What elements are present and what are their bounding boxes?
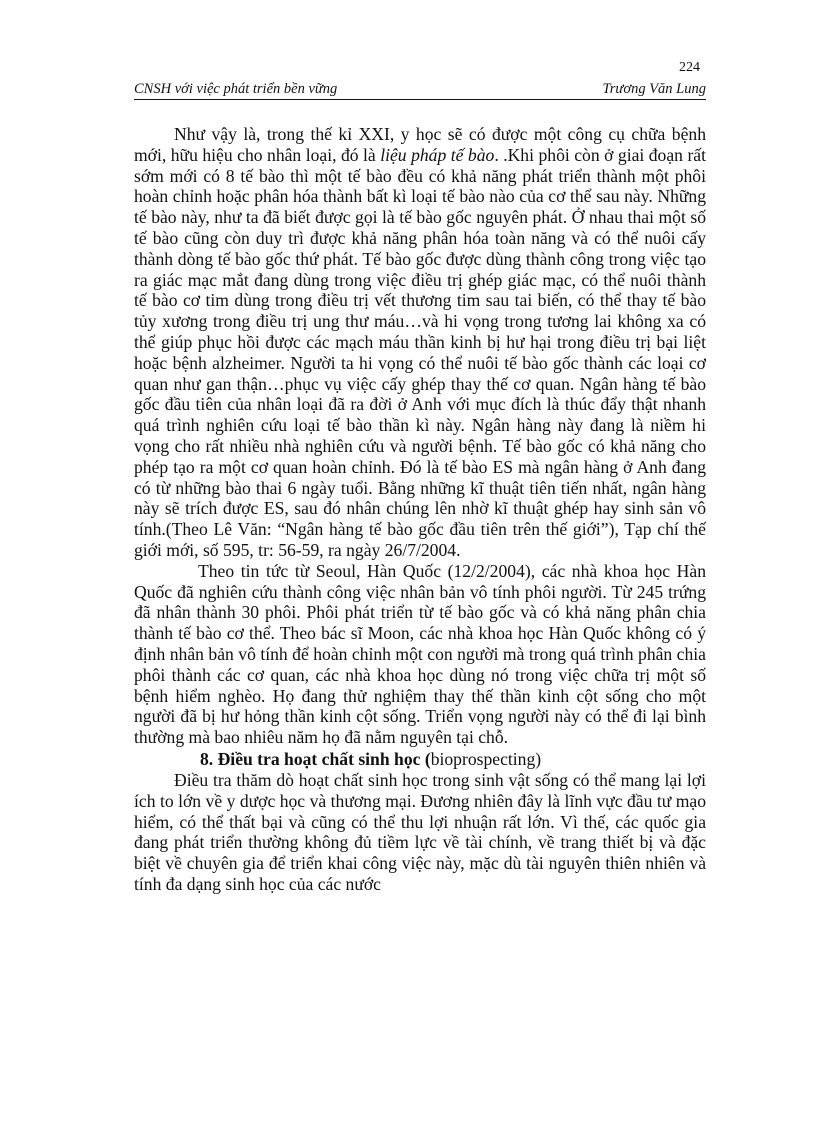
section-heading-bold: 8. Điều tra hoạt chất sinh học ( [200, 748, 431, 769]
paragraph-cell-therapy [134, 124, 706, 561]
running-header [134, 80, 706, 100]
paragraph-korea-cloning: Theo tin tức từ Seoul, Hàn Quốc (12/2/2004), các nhà khoa học Hàn Quốc đã nghiên cứu thành công việc nhân bản vô tính phôi người. Từ 245 trứng đã nhân thành 30 phôi. Phôi phát triển từ tế bào gốc và có khả năng phân chia thành tế bào cơ thể. Theo bác sĩ Moon, các nhà khoa học Hàn Quốc không có ý định nhân bản vô tính để hoàn chỉnh một con người mà trong quá trình phân chia phôi thành các cơ quan, các nhà khoa học dùng nó trong việc chữa trị một số bệnh hiểm nghèo. Họ đang thử nghiệm thay thế thần kinh cột sống cho một người đã bị hư hỏng thần kinh cột sống. Triển vọng người này có thể đi lại bình thường mà bao nhiêu năm họ đã nằm nguyên tại chỗ. [134, 560, 706, 748]
italic-term: liệu pháp tế bào [380, 144, 495, 165]
body-text [134, 124, 706, 895]
paragraph-text: Như vậy là, trong thế kỉ XXI, y học sẽ có được một công cụ chữa bệnh mới, hữu hiệu cho nhân loại, đó là [134, 124, 706, 165]
section-heading [200, 748, 706, 770]
section-heading-term: bioprospecting) [430, 748, 542, 769]
paragraph-bioprospecting: Điều tra thăm dò hoạt chất sinh học trong sinh vật sống có thể mang lại lợi ích to lớn về y dược học và thương mại. Đương nhiên đây là lĩnh vực đầu tư mạo hiểm, có thể thất bại và cũng có thể thu lợi nhuận rất lớn. Vì thế, các quốc gia đang phát triển thường không đủ tiềm lực về tài chính, về trang thiết bị và đặc biệt về chuyên gia để triển khai công việc này, mặc dù tài nguyên thiên nhiên và tính đa dạng sinh học của các nước [134, 769, 706, 894]
header-author: Trương Văn Lung [602, 81, 706, 97]
paragraph-text: . .Khi phôi còn ở giai đoạn rất sớm mới có 8 tế bào thì một tế bào đều có khả năng phát triển thành một phôi hoàn chỉnh hoặc phân hóa thành bất kì loại tế bào nào của cơ thể sau này. Những tế bào này, như ta đã biết được gọi là tế bào gốc nguyên phát. Ở nhau thai một số tế bào cũng còn duy trì được khả năng phân hóa toàn năng và có thể nuôi cấy thành dòng tế bào gốc thứ phát. Tế bào gốc được dùng thành công trong việc tạo ra giác mạc mắt đang dùng trong việc điều trị ghép giác mạc, có thể nuôi thành tế bào cơ tim dùng trong điều trị vết thương tim sau tai biến, có thể thay tế bào tủy xương trong điều trị ung thư máu…và hi vọng trong tương lai không xa có thể giúp phục hồi được các mạch máu thần kinh bị hư hại trong điều trị bại liệt hoặc bệnh alzheimer. Người ta hi vọng có thể nuôi tế bào gốc thành các loại cơ quan như gan thận…phục vụ việc cấy ghép thay thế cơ quan. Ngân hàng tế bào gốc đầu tiên của nhân loại đã ra đời ở Anh với mục đích là thúc đẩy thật nhanh quá trình nghiên cứu loại tế bào thần kì này. Ngân hàng này đang là niềm hi vọng cho rất nhiều nhà nghiên cứu và người bệnh. Tế bào gốc có khả năng cho phép tạo ra một cơ quan hoàn chỉnh. Đó là tế bào ES mà ngân hàng ở Anh đang có từ những bào thai 6 ngày tuổi. Bằng những kĩ thuật tiên tiến nhất, ngân hàng này sẽ trích được ES, sau đó nhân chúng lên nhờ kĩ thuật ghép hay sinh sản vô tính.(Theo Lê Văn: “Ngân hàng tế bào gốc đầu tiên trên thế giới”), Tạp chí thế giới mới, số 595, tr: 56-59, ra ngày 26/7/2004. [134, 144, 706, 560]
header-book-title: CNSH với việc phát triển bền vững [134, 81, 338, 97]
page-number: 224 [679, 60, 700, 75]
